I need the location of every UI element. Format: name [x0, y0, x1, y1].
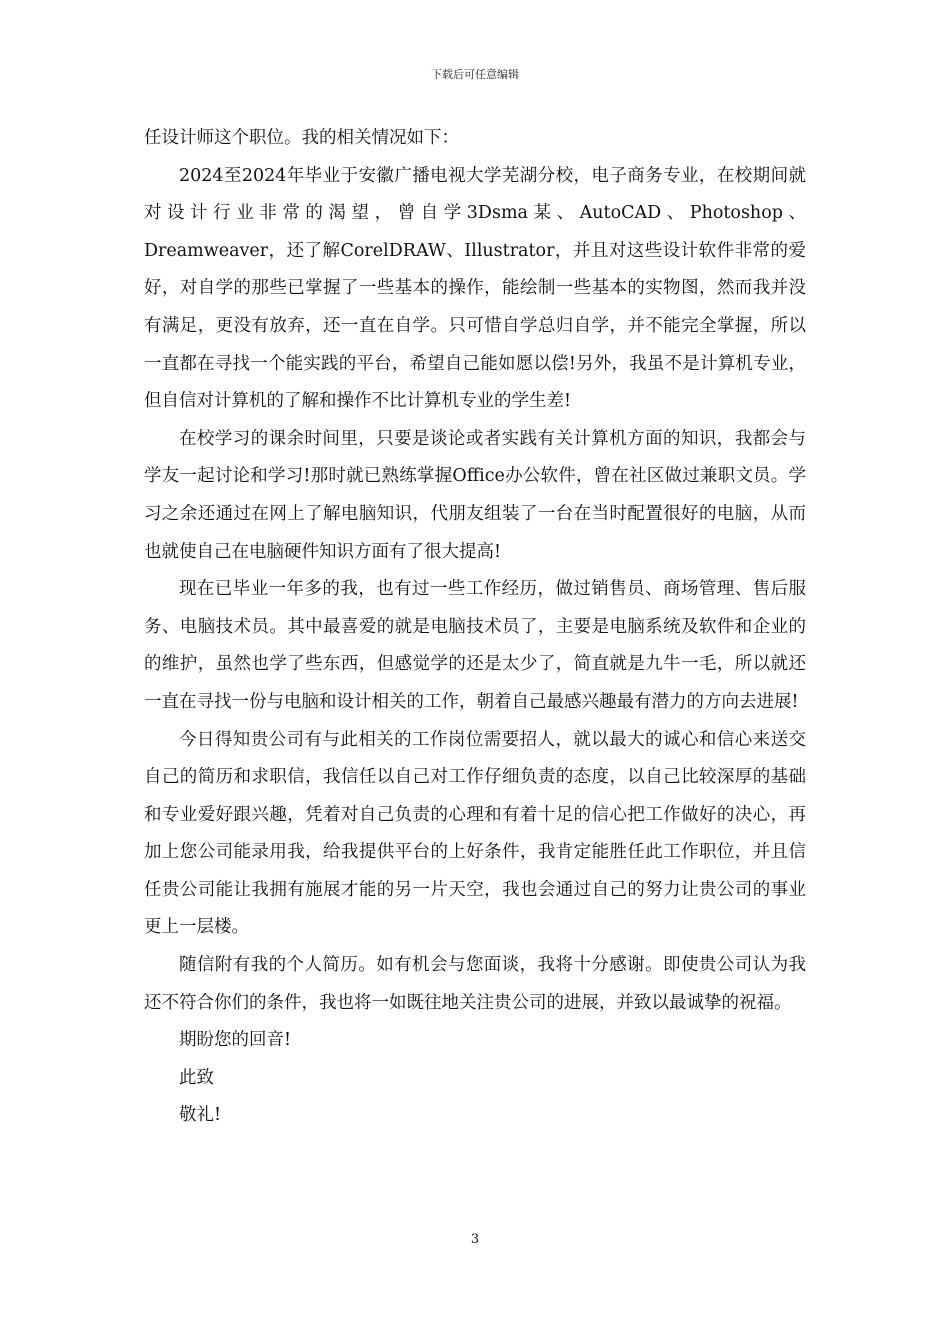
paragraph: 随信附有我的个人简历。如有机会与您面谈，我将十分感谢。即使贵公司认为我还不符合你们的条件，我也将一如既往地关注贵公司的进展，并致以最诚挚的祝福。: [144, 955, 806, 1013]
page-number: 3: [470, 1232, 480, 1247]
closing-line: 期盼您的回音!: [179, 1030, 292, 1051]
paragraph: 今日得知贵公司有与此相关的工作岗位需要招人，就以最大的诚心和信心来送交自己的简历和求职信，我信任以自己对工作仔细负责的态度，以自己比较深厚的基础和专业爱好跟兴趣，凭着对自己负责的心理和有着十足的信心把工作做好的决心，再加上您公司能录用我，给我提供平台的上好条件，我肯定能胜任此工作职位，并且信任贵公司能让我拥有施展才能的另一片天空，我也会通过自己的努力让贵公司的事业更上一层楼。: [144, 729, 806, 938]
closing-line: 此致: [179, 1067, 214, 1088]
paragraph: 2024至2024年毕业于安徽广播电视大学芜湖分校，电子商务专业，在校期间就对设计行业非常的渴望，曾自学3Dsma某、AutoCAD、Photoshop、Dreamweaver，还了解CorelDRAW、Illustrator，并且对这些设计软件非常的爱好，对自学的那些已掌握了一些基本的操作，能绘制一些基本的实物图，然而我并没有满足，更没有放弃，还一直在自学。只可惜自学总归自学，并不能完全掌握，所以一直都在寻找一个能实践的平台，希望自己能如愿以偿!另外，我虽不是计算机专业，但自信对计算机的了解和操作不比计算机专业的学生差!: [144, 165, 806, 412]
paragraph: 现在已毕业一年多的我，也有过一些工作经历，做过销售员、商场管理、售后服务、电脑技术员。其中最喜爱的就是电脑技术员了，主要是电脑系统及软件和企业的的维护，虽然也学了些东西，但感觉学的还是太少了，简直就是九牛一毛，所以就还一直在寻找一份与电脑和设计相关的工作，朝着自己最感兴趣最有潜力的方向去进展!: [144, 579, 806, 712]
paragraph: 任设计师这个职位。我的相关情况如下：: [144, 128, 459, 148]
page-header: 下载后可任意编辑: [431, 68, 519, 81]
paragraph: 在校学习的课余时间里，只要是谈论或者实践有关计算机方面的知识，我都会与学友一起讨论和学习!那时就已熟练掌握Office办公软件，曾在社区做过兼职文员。学习之余还通过在网上了解电脑知识，代朋友组装了一台在当时配置很好的电脑，从而也就使自己在电脑硬件知识方面有了很大提高!: [144, 428, 806, 562]
letter-body: [144, 120, 806, 1135]
closing-line: 敬礼!: [179, 1105, 222, 1126]
